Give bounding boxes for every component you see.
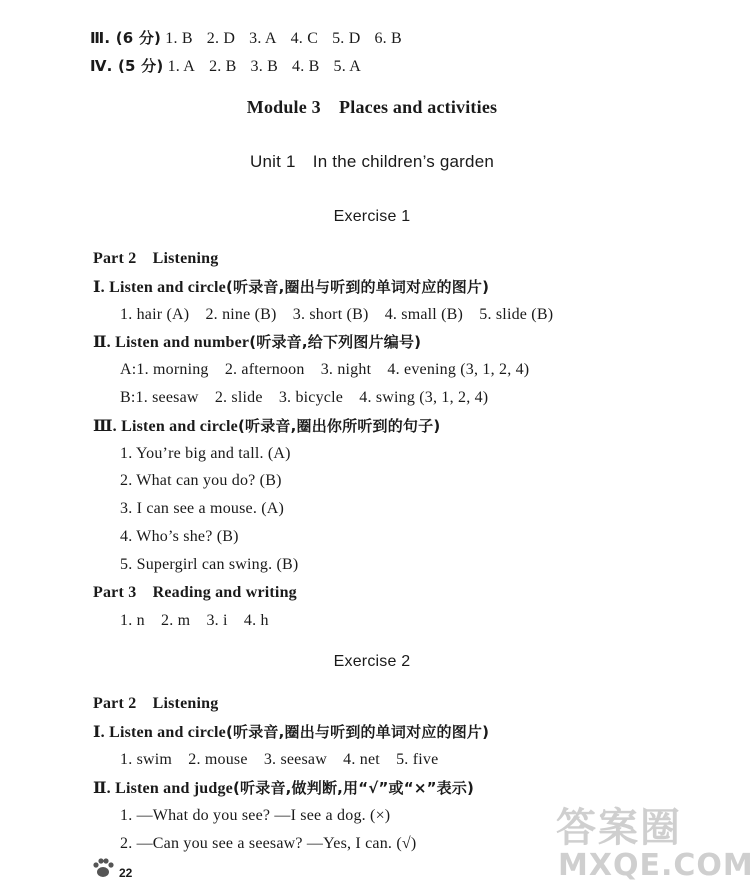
exercise-2-heading: Exercise 2 bbox=[333, 653, 411, 670]
section-label: Ⅰ. Listen and circle bbox=[93, 279, 226, 296]
answer-item: 1. A bbox=[167, 58, 196, 75]
section-label: Ⅱ. Listen and number bbox=[93, 334, 250, 351]
part-2-heading: Part 2 Listening bbox=[93, 695, 219, 712]
section-i-heading bbox=[93, 722, 489, 743]
answer-item: 1. B bbox=[165, 30, 193, 47]
part-3-heading: Part 3 Reading and writing bbox=[93, 584, 297, 601]
answer-line-iv bbox=[90, 56, 375, 77]
section-instruction: (听录音,圈出你所听到的句子) bbox=[237, 417, 441, 435]
part-2-heading: Part 2 Listening bbox=[93, 250, 219, 267]
module-title: Module 3 Places and activities bbox=[246, 97, 498, 117]
answer-line: B:1. seesaw 2. slide 3. bicycle 4. swing (3, 1, 2, 4) bbox=[120, 389, 489, 406]
answer-items bbox=[165, 30, 416, 47]
answer-line: 1. hair (A) 2. nine (B) 3. short (B) 4. small (B) 5. slide (B) bbox=[120, 306, 554, 323]
answer-line: 4. Who’s she? (B) bbox=[120, 528, 239, 545]
section-label: Ⅳ. (5 分) bbox=[90, 57, 164, 75]
paw-print-icon bbox=[90, 855, 116, 881]
answer-line: A:1. morning 2. afternoon 3. night 4. evening (3, 1, 2, 4) bbox=[120, 361, 530, 378]
answer-line: 1. n 2. m 3. i 4. h bbox=[120, 612, 269, 629]
section-ii-heading bbox=[93, 332, 421, 353]
section-label: Ⅲ. (6 分) bbox=[90, 29, 162, 47]
answer-item: 2. B bbox=[209, 58, 237, 75]
section-instruction: (听录音,做判断,用“√”或“×”表示) bbox=[232, 779, 475, 797]
watermark-url: MXQE.COM bbox=[558, 848, 754, 883]
section-label: Ⅲ. Listen and circle bbox=[93, 418, 238, 435]
answer-items bbox=[168, 58, 375, 75]
section-iii-heading bbox=[93, 416, 440, 437]
answer-item: 5. A bbox=[333, 58, 361, 75]
section-instruction: (听录音,圈出与听到的单词对应的图片) bbox=[225, 723, 490, 741]
answer-line: 1. —What do you see? —I see a dog. (×) bbox=[120, 807, 391, 824]
exercise-1-heading: Exercise 1 bbox=[333, 208, 411, 225]
answer-item: 4. B bbox=[292, 58, 320, 75]
answer-line-iii bbox=[90, 28, 416, 49]
answer-item: 2. D bbox=[206, 30, 236, 47]
answer-item: 3. A bbox=[249, 30, 277, 47]
answer-line: 2. What can you do? (B) bbox=[120, 472, 282, 489]
section-instruction: (听录音,给下列图片编号) bbox=[249, 333, 422, 351]
answer-item: 5. D bbox=[332, 30, 361, 47]
watermark-logo: 答案圈 bbox=[556, 805, 682, 851]
unit-title: Unit 1 In the children’s garden bbox=[249, 152, 495, 171]
answer-line: 5. Supergirl can swing. (B) bbox=[120, 556, 299, 573]
answer-item: 6. B bbox=[374, 30, 402, 47]
answer-line: 1. swim 2. mouse 3. seesaw 4. net 5. five bbox=[120, 751, 439, 768]
section-label: Ⅰ. Listen and circle bbox=[93, 724, 226, 741]
section-label: Ⅱ. Listen and judge bbox=[93, 780, 233, 797]
page-number: 22 bbox=[119, 866, 133, 880]
answer-item: 3. B bbox=[250, 58, 279, 75]
answer-line: 3. I can see a mouse. (A) bbox=[120, 500, 285, 517]
section-i-heading bbox=[93, 277, 489, 298]
section-ii-heading bbox=[93, 778, 474, 799]
answer-line: 1. You’re big and tall. (A) bbox=[120, 445, 291, 462]
answer-item: 4. C bbox=[290, 30, 319, 47]
section-instruction: (听录音,圈出与听到的单词对应的图片) bbox=[225, 278, 490, 296]
answer-line: 2. —Can you see a seesaw? —Yes, I can. (√) bbox=[120, 835, 417, 852]
